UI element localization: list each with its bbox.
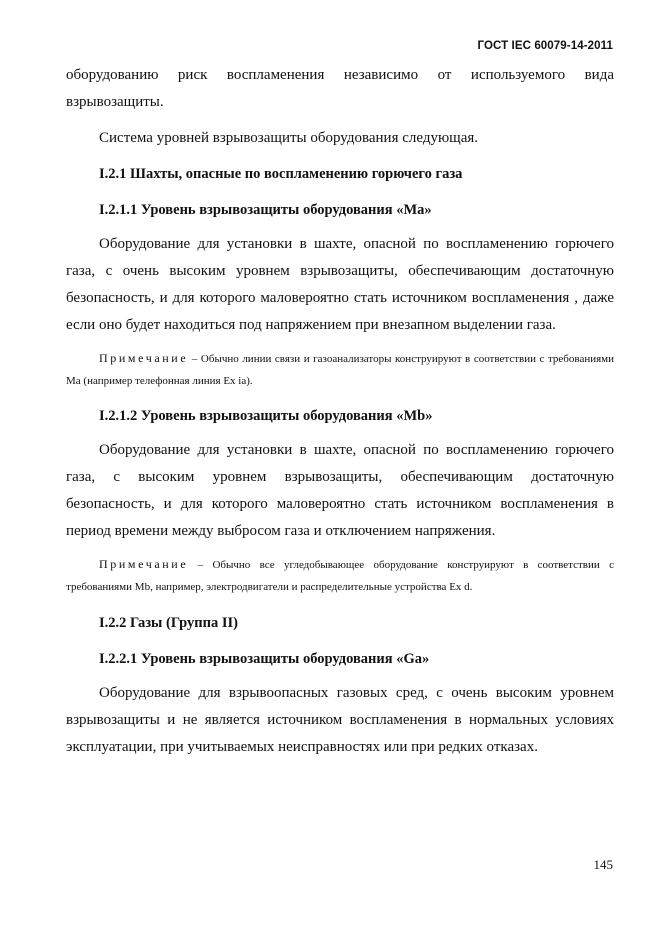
note-text: Обычно все угледобывающее оборудование конструируют в соответствии с требованиями Mb, например, электродвигатели и распределительные устройства Ex d. <box>66 559 615 593</box>
heading-i-2-1-1: I.2.1.1 Уровень взрывозащиты оборудования «Ma» <box>99 202 432 218</box>
note-text: Обычно линии связи и газоанализаторы конструируют в соответствии с требованиями Ma (например телефонная линия Ex ia). <box>66 353 615 387</box>
paragraph-mb: Оборудование для установки в шахте, опасной по воспламенению горючего газа, с высоким уровнем взрывозащиты, обеспечивающим достаточную безопасность, и для которого маловероятно стать источником воспламенения в период времени между выбросом газа и отключением напряжения. <box>66 442 614 539</box>
heading-i-2-1-2: I.2.1.2 Уровень взрывозащиты оборудования «Mb» <box>99 408 433 424</box>
document-code-header: ГОСТ IEC 60079-14-2011 <box>477 40 613 52</box>
heading-i-2-2: I.2.2 Газы (Группа II) <box>99 615 238 631</box>
heading-i-2-2-1: I.2.2.1 Уровень взрывозащиты оборудования «Ga» <box>99 651 430 667</box>
note-dash: – <box>197 559 204 571</box>
page-number: 145 <box>593 857 613 872</box>
note-mb <box>66 553 614 598</box>
note-label: Примечание <box>99 351 189 365</box>
paragraph-ma: Оборудование для установки в шахте, опасной по воспламенению горючего газа, с очень высоким уровнем взрывозащиты, обеспечивающим достаточную безопасность, и для которого маловероятно стать источником воспламенения , даже если оно будет находиться под напряжением при внезапном выделении газа. <box>66 236 614 333</box>
heading-i-2-1: I.2.1 Шахты, опасные по воспламенению горючего газа <box>99 166 463 182</box>
page-content <box>66 62 614 761</box>
note-label: Примечание <box>99 557 189 571</box>
paragraph-ga: Оборудование для взрывоопасных газовых сред, с очень высоким уровнем взрывозащиты и не является источником воспламенения в нормальных условиях эксплуатации, при учитываемых неисправностях или при редких отказах. <box>66 685 614 755</box>
note-ma <box>66 347 614 392</box>
paragraph-system: Система уровней взрывозащиты оборудования следующая. <box>99 130 479 146</box>
paragraph-continuation: оборудованию риск воспламенения независимо от используемого вида взрывозащиты. <box>66 67 614 110</box>
note-dash: – <box>191 353 198 365</box>
